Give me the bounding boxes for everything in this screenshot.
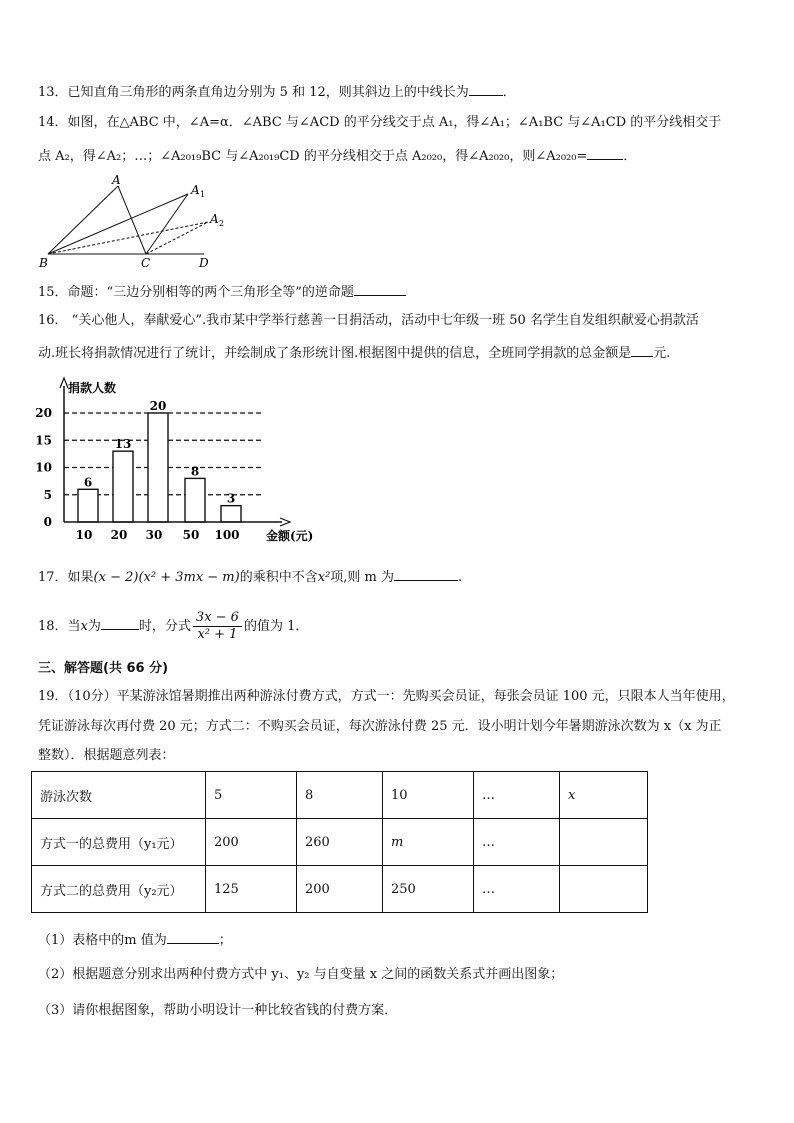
q17-expression: (x − 2)(x² + 3mx − m) <box>93 570 240 585</box>
q14-line2-text: 点 A₂，得∠A₂；…；∠A₂₀₁₉BC 与∠A₂₀₁₉CD 的平分线相交于点 A₂₀₂₀，得∠A₂₀₂₀，则∠A₂₀₂₀= <box>38 149 588 164</box>
table-cell: 5 <box>206 772 297 819</box>
q17-suffix: 项,则 m 为 <box>330 570 395 585</box>
question-16-line2 <box>38 343 670 363</box>
question-19-sub1 <box>38 930 232 950</box>
payment-table <box>31 771 648 913</box>
x-axis-label: 金额(元) <box>266 529 314 543</box>
question-14-line1: 14．如图，在△ABC 中，∠A=α．∠ABC 与∠ACD 的平分线交于点 A₁，得∠A₁；∠A₁BC 与∠A₁CD 的平分线相交于 <box>38 115 722 130</box>
q16-answer-blank[interactable] <box>631 343 653 357</box>
bar-20 <box>113 451 133 522</box>
q19-sub1-answer-blank[interactable] <box>167 930 219 944</box>
bar-value-label: 6 <box>83 475 93 490</box>
label-A1-sub: 1 <box>200 190 206 199</box>
q18-mid: 为 <box>87 619 101 634</box>
q18-suffix: 的值为 1． <box>243 619 309 634</box>
question-19-line1: 19．（10分）平某游泳馆暑期推出两种游泳付费方式，方式一：先购买会员证，每张会员证 100 元，只限本人当年使用， <box>38 689 735 704</box>
table-cell: … <box>474 819 560 866</box>
q18-numerator: 3x − 6 <box>193 610 242 627</box>
label-A: A <box>112 173 121 187</box>
question-16-line1: 16． “关心他人，奉献爱心”.我市某中学举行慈善一日捐活动，活动中七年级一班 50 名学生自发组织献爱心捐款活 <box>38 313 699 328</box>
question-14-line2 <box>38 146 636 166</box>
bar-10 <box>78 489 98 522</box>
q18-denominator: x² + 1 <box>197 627 238 642</box>
bar-value-label: 3 <box>226 491 236 506</box>
question-17 <box>38 567 462 587</box>
q17-answer-blank[interactable] <box>394 567 458 581</box>
table-cell: 8 <box>297 772 383 819</box>
table-cell: 游泳次数 <box>32 772 206 819</box>
q17-prefix: 17．如果 <box>38 570 94 585</box>
table-cell <box>560 819 648 866</box>
y-tick-label: 0 <box>43 515 52 529</box>
q13-text: 13．已知直角三角形的两条直角边分别为 5 和 12，则其斜边上的中线长为 <box>38 85 469 100</box>
y-tick-label: 5 <box>43 487 52 502</box>
y-tick-label: 20 <box>35 406 52 420</box>
bar-50 <box>185 478 205 522</box>
question-19-sub2: （2）根据题意分别求出两种付费方式中 y₁、y₂ 与自变量 x 之间的函数关系式并画出图象； <box>38 967 564 982</box>
q15-answer-blank[interactable] <box>354 282 406 296</box>
q15-text: 15．命题：“三边分别相等的两个三角形全等”的逆命题 <box>38 285 354 300</box>
question-19-sub3: （3）请你根据图象，帮助小明设计一种比较省钱的付费方案． <box>38 1003 398 1018</box>
table-cell: 125 <box>206 866 297 913</box>
x-tick-label: 30 <box>145 528 163 542</box>
q18-answer-blank[interactable] <box>101 616 139 630</box>
q18-var: x <box>80 619 88 634</box>
table-cell: 200 <box>297 866 383 913</box>
x-tick-label: 20 <box>110 528 128 542</box>
q18-fraction <box>193 610 242 643</box>
table-cell <box>560 866 648 913</box>
question-19-line3: 整数）．根据题意列表： <box>38 748 175 763</box>
q14-end: ． <box>623 149 637 164</box>
label-A2: A <box>210 212 219 226</box>
table-cell: 200 <box>206 819 297 866</box>
q19-sub1-text: （1）表格中的m 值为 <box>38 933 167 948</box>
question-19-line2: 凭证游泳每次再付费 20 元；方式二：不购买会员证，每次游泳付费 25 元．设小明计划今年暑期游泳次数为 x（x 为正 <box>38 719 722 734</box>
line-CA2 <box>146 222 208 254</box>
line-BA <box>48 186 118 254</box>
line-AC <box>118 186 146 254</box>
table-cell: 260 <box>297 819 383 866</box>
table-row <box>32 772 648 819</box>
line-BA2 <box>48 222 208 254</box>
question-18 <box>38 608 308 646</box>
q14-answer-blank[interactable] <box>587 146 623 160</box>
y-tick-label: 10 <box>35 460 52 475</box>
q16-line2-text: 动.班长将捐款情况进行了统计，并绘制成了条形统计图.根据图中提供的信息，全班同学捐款的总金额是 <box>38 346 632 361</box>
table-cell: 方式二的总费用（y₂元） <box>32 866 206 913</box>
question-15 <box>38 282 406 302</box>
bar-30 <box>148 413 168 522</box>
triangle-figure <box>36 172 236 270</box>
table-cell: x <box>560 772 648 819</box>
x-tick-label: 50 <box>182 528 200 542</box>
q19-sub1-end: ； <box>218 933 232 948</box>
label-B: B <box>39 256 48 270</box>
table-cell: … <box>474 866 560 913</box>
donation-bar-chart <box>32 372 332 547</box>
label-A1: A <box>191 183 200 197</box>
bar-100 <box>221 506 241 522</box>
table-cell: m <box>383 819 474 866</box>
table-cell: 方式一的总费用（y₁元） <box>32 819 206 866</box>
x-tick-label: 100 <box>214 528 240 542</box>
section-3-title: 三、解答题(共 66 分) <box>38 661 169 676</box>
question-13 <box>38 82 516 102</box>
table-cell: … <box>474 772 560 819</box>
table-cell: 10 <box>383 772 474 819</box>
label-A2-sub: 2 <box>219 219 225 228</box>
label-C: C <box>141 256 151 270</box>
q13-answer-blank[interactable] <box>469 82 503 96</box>
y-tick-label: 15 <box>35 433 52 448</box>
y-axis-label: 捐款人数 <box>68 381 117 395</box>
table-row <box>32 866 648 913</box>
q17-end: . <box>458 570 463 585</box>
table-cell: 250 <box>383 866 474 913</box>
label-D: D <box>199 256 209 270</box>
x-tick-label: 10 <box>75 528 93 542</box>
q18-after-blank: 时，分式 <box>138 619 191 634</box>
q17-term: x² <box>317 570 331 585</box>
bar-value-label: 8 <box>190 464 200 479</box>
q16-end: 元. <box>653 346 671 361</box>
bar-value-label: 13 <box>114 437 132 452</box>
q13-end: ． <box>502 85 516 100</box>
q17-mid: 的乘积中不含 <box>239 570 318 585</box>
q18-prefix: 18．当 <box>38 619 81 634</box>
bar-value-label: 20 <box>149 399 167 413</box>
table-row <box>32 819 648 866</box>
